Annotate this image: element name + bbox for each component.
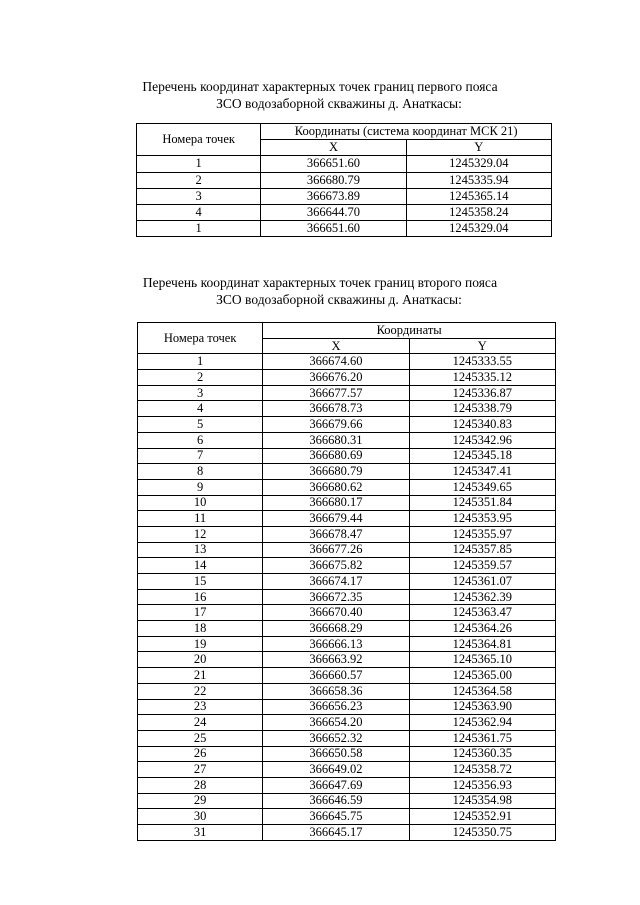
x-coordinate-cell: 366650.58 [263, 746, 409, 762]
x-coordinate-cell: 366679.66 [263, 417, 409, 433]
point-number-cell: 10 [138, 495, 263, 511]
y-coordinate-cell: 1245364.26 [409, 621, 555, 637]
table-row [138, 825, 556, 841]
point-number-cell: 2 [138, 370, 263, 386]
section1-title-line2: ЗСО водозаборной скважины д. Анаткасы: [216, 96, 462, 111]
y-coordinate-cell: 1245350.75 [409, 825, 555, 841]
table-row [138, 526, 556, 542]
point-number-cell: 6 [138, 432, 263, 448]
x-coordinate-cell: 366680.31 [263, 432, 409, 448]
first-zone-coordinates-table [136, 123, 552, 237]
point-number-cell: 1 [137, 221, 261, 237]
point-number-cell: 12 [138, 526, 263, 542]
x-coordinate-cell: 366647.69 [263, 777, 409, 793]
y-coordinate-cell: 1245364.58 [409, 683, 555, 699]
y-coordinate-cell: 1245361.75 [409, 730, 555, 746]
section2-title-line1: Перечень координат характерных точек границ второго пояса [142, 275, 498, 290]
table-row [138, 542, 556, 558]
y-coordinate-cell: 1245338.79 [409, 401, 555, 417]
table-row [138, 448, 556, 464]
x-coordinate-cell: 366658.36 [263, 683, 409, 699]
x-coordinate-cell: 366674.17 [263, 574, 409, 590]
header-coordinates: Координаты [263, 323, 556, 339]
y-coordinate-cell: 1245358.72 [409, 762, 555, 778]
table-row [138, 668, 556, 684]
y-coordinate-cell: 1245354.98 [409, 793, 555, 809]
x-coordinate-cell: 366645.17 [263, 825, 409, 841]
point-number-cell: 23 [138, 699, 263, 715]
table-row [138, 574, 556, 590]
y-coordinate-cell: 1245342.96 [409, 432, 555, 448]
section1-title [0, 78, 640, 112]
table-row [137, 221, 552, 237]
point-number-cell: 1 [137, 156, 261, 172]
x-coordinate-cell: 366670.40 [263, 605, 409, 621]
y-coordinate-cell: 1245362.39 [409, 589, 555, 605]
x-coordinate-cell: 366649.02 [263, 762, 409, 778]
y-coordinate-cell: 1245345.18 [409, 448, 555, 464]
y-coordinate-cell: 1245365.10 [409, 652, 555, 668]
y-coordinate-cell: 1245357.85 [409, 542, 555, 558]
point-number-cell: 11 [138, 511, 263, 527]
y-coordinate-cell: 1245351.84 [409, 495, 555, 511]
x-coordinate-cell: 366673.89 [261, 188, 406, 204]
point-number-cell: 22 [138, 683, 263, 699]
x-coordinate-cell: 366645.75 [263, 809, 409, 825]
y-coordinate-cell: 1245363.90 [409, 699, 555, 715]
table-row [138, 464, 556, 480]
point-number-cell: 19 [138, 636, 263, 652]
point-number-cell: 13 [138, 542, 263, 558]
x-coordinate-cell: 366676.20 [263, 370, 409, 386]
header-points: Номера точек [138, 323, 263, 354]
point-number-cell: 17 [138, 605, 263, 621]
point-number-cell: 25 [138, 730, 263, 746]
table-row [138, 715, 556, 731]
x-coordinate-cell: 366644.70 [261, 204, 406, 220]
y-coordinate-cell: 1245365.00 [409, 668, 555, 684]
x-coordinate-cell: 366680.17 [263, 495, 409, 511]
point-number-cell: 5 [138, 417, 263, 433]
table-row [138, 652, 556, 668]
point-number-cell: 3 [138, 385, 263, 401]
table-body [138, 354, 556, 840]
x-coordinate-cell: 366652.32 [263, 730, 409, 746]
y-coordinate-cell: 1245329.04 [406, 221, 551, 237]
point-number-cell: 27 [138, 762, 263, 778]
x-coordinate-cell: 366663.92 [263, 652, 409, 668]
point-number-cell: 2 [137, 172, 261, 188]
table-row [138, 558, 556, 574]
x-coordinate-cell: 366660.57 [263, 668, 409, 684]
y-coordinate-cell: 1245362.94 [409, 715, 555, 731]
y-coordinate-cell: 1245329.04 [406, 156, 551, 172]
point-number-cell: 4 [137, 204, 261, 220]
y-coordinate-cell: 1245335.12 [409, 370, 555, 386]
x-coordinate-cell: 366666.13 [263, 636, 409, 652]
point-number-cell: 30 [138, 809, 263, 825]
point-number-cell: 31 [138, 825, 263, 841]
point-number-cell: 24 [138, 715, 263, 731]
y-coordinate-cell: 1245349.65 [409, 479, 555, 495]
header-points: Номера точек [137, 124, 261, 156]
y-coordinate-cell: 1245336.87 [409, 385, 555, 401]
x-coordinate-cell: 366677.57 [263, 385, 409, 401]
y-coordinate-cell: 1245363.47 [409, 605, 555, 621]
point-number-cell: 29 [138, 793, 263, 809]
point-number-cell: 7 [138, 448, 263, 464]
table-row [138, 730, 556, 746]
x-coordinate-cell: 366680.62 [263, 479, 409, 495]
point-number-cell: 4 [138, 401, 263, 417]
y-coordinate-cell: 1245360.35 [409, 746, 555, 762]
table-row [138, 589, 556, 605]
point-number-cell: 26 [138, 746, 263, 762]
x-coordinate-cell: 366651.60 [261, 221, 406, 237]
table-row [137, 204, 552, 220]
x-coordinate-cell: 366680.79 [261, 172, 406, 188]
table-row [137, 156, 552, 172]
x-coordinate-cell: 366680.69 [263, 448, 409, 464]
y-coordinate-cell: 1245347.41 [409, 464, 555, 480]
table-row [138, 636, 556, 652]
point-number-cell: 9 [138, 479, 263, 495]
table-row [138, 417, 556, 433]
x-coordinate-cell: 366674.60 [263, 354, 409, 370]
table-row [138, 495, 556, 511]
table-row [138, 699, 556, 715]
table-row [137, 188, 552, 204]
second-zone-coordinates-table [137, 322, 556, 841]
table-row [138, 370, 556, 386]
point-number-cell: 16 [138, 589, 263, 605]
table-row [138, 354, 556, 370]
section1-title-line1: Перечень координат характерных точек границ первого пояса [142, 79, 498, 94]
header-x: X [261, 140, 406, 156]
point-number-cell: 14 [138, 558, 263, 574]
header-x: X [263, 338, 409, 354]
section2-title-line2: ЗСО водозаборной скважины д. Анаткасы: [216, 292, 462, 307]
x-coordinate-cell: 366668.29 [263, 621, 409, 637]
point-number-cell: 18 [138, 621, 263, 637]
x-coordinate-cell: 366656.23 [263, 699, 409, 715]
y-coordinate-cell: 1245358.24 [406, 204, 551, 220]
table-row [137, 172, 552, 188]
point-number-cell: 15 [138, 574, 263, 590]
y-coordinate-cell: 1245340.83 [409, 417, 555, 433]
x-coordinate-cell: 366679.44 [263, 511, 409, 527]
table-row [138, 621, 556, 637]
table-row [138, 793, 556, 809]
x-coordinate-cell: 366651.60 [261, 156, 406, 172]
y-coordinate-cell: 1245353.95 [409, 511, 555, 527]
y-coordinate-cell: 1245365.14 [406, 188, 551, 204]
table-body [137, 156, 552, 237]
point-number-cell: 3 [137, 188, 261, 204]
x-coordinate-cell: 366678.73 [263, 401, 409, 417]
point-number-cell: 1 [138, 354, 263, 370]
y-coordinate-cell: 1245364.81 [409, 636, 555, 652]
point-number-cell: 28 [138, 777, 263, 793]
table-row [138, 746, 556, 762]
header-coordinates: Координаты (система координат МСК 21) [261, 124, 552, 140]
x-coordinate-cell: 366654.20 [263, 715, 409, 731]
table-row [138, 385, 556, 401]
y-coordinate-cell: 1245352.91 [409, 809, 555, 825]
table-row [138, 401, 556, 417]
y-coordinate-cell: 1245359.57 [409, 558, 555, 574]
header-y: Y [409, 338, 555, 354]
table-row [138, 777, 556, 793]
table-row [138, 683, 556, 699]
y-coordinate-cell: 1245333.55 [409, 354, 555, 370]
table-row [138, 432, 556, 448]
x-coordinate-cell: 366672.35 [263, 589, 409, 605]
point-number-cell: 21 [138, 668, 263, 684]
table-row [138, 605, 556, 621]
section2-title [0, 274, 640, 308]
x-coordinate-cell: 366646.59 [263, 793, 409, 809]
y-coordinate-cell: 1245355.97 [409, 526, 555, 542]
x-coordinate-cell: 366680.79 [263, 464, 409, 480]
y-coordinate-cell: 1245356.93 [409, 777, 555, 793]
point-number-cell: 8 [138, 464, 263, 480]
header-y: Y [406, 140, 551, 156]
x-coordinate-cell: 366677.26 [263, 542, 409, 558]
y-coordinate-cell: 1245361.07 [409, 574, 555, 590]
x-coordinate-cell: 366675.82 [263, 558, 409, 574]
y-coordinate-cell: 1245335.94 [406, 172, 551, 188]
table-row [138, 511, 556, 527]
table-row [138, 809, 556, 825]
table-row [138, 479, 556, 495]
point-number-cell: 20 [138, 652, 263, 668]
table-row [138, 762, 556, 778]
x-coordinate-cell: 366678.47 [263, 526, 409, 542]
